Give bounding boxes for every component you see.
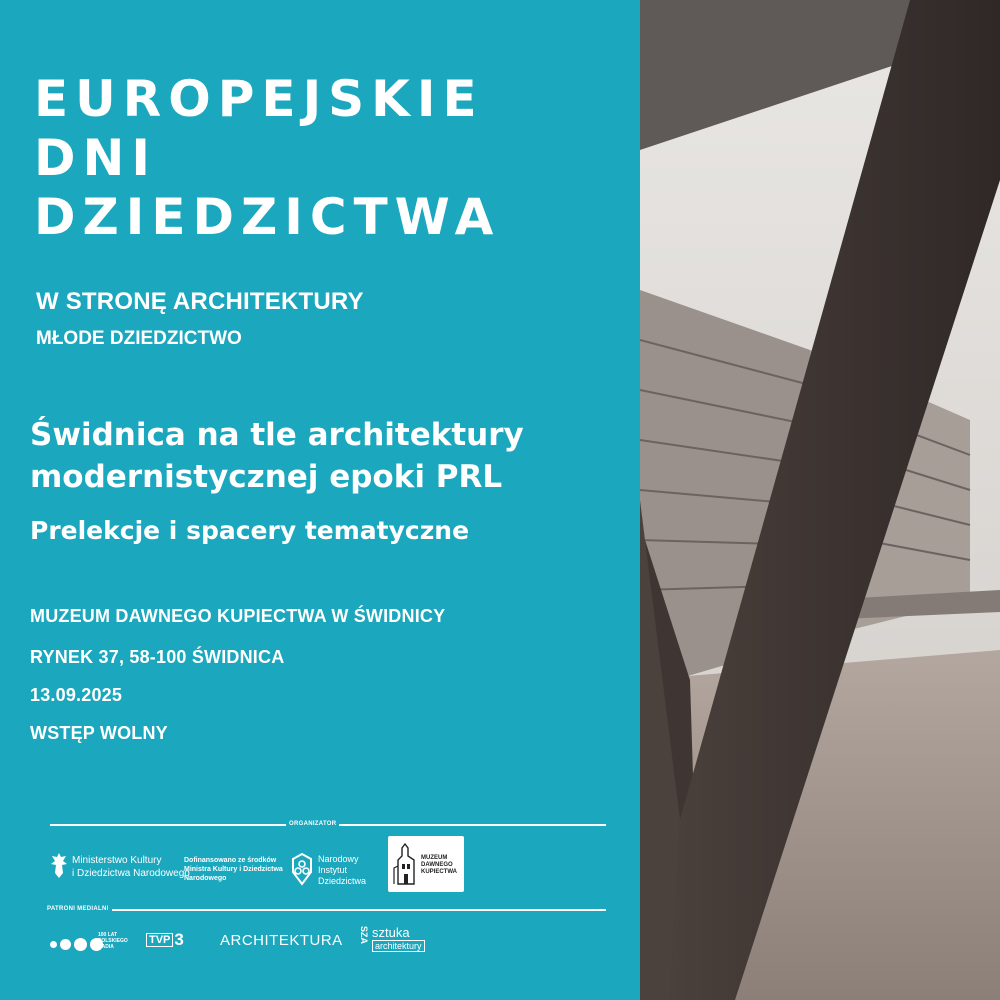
tvp3-logo xyxy=(146,930,184,950)
tvp-number: 3 xyxy=(174,930,184,950)
radio-logo-line: 100 LAT xyxy=(98,932,118,938)
radio-logo-line: RADIA xyxy=(98,944,114,950)
radio-dot-icon xyxy=(74,938,87,951)
entry-text: WSTĘP WOLNY xyxy=(30,723,168,743)
radio-dot-icon xyxy=(60,939,71,950)
event-subtitle: Prelekcje i spacery tematyczne xyxy=(30,516,470,545)
nid-name-line: Narodowy xyxy=(318,854,359,864)
festival-title-line: EUROPEJSKIE xyxy=(34,70,484,128)
funding-line: Narodowego xyxy=(184,875,227,882)
museum-townhall-icon xyxy=(392,842,422,886)
sztuka-word: sztuka xyxy=(372,925,410,940)
nid-name-line: Dziedzictwa xyxy=(318,876,367,886)
address-text: RYNEK 37, 58-100 ŚWIDNICA xyxy=(30,647,285,667)
museum-logo-line: DAWNEGO xyxy=(421,862,453,868)
event-title-line: modernistycznej epoki PRL xyxy=(30,459,503,495)
patrons-divider xyxy=(50,909,606,911)
funding-note xyxy=(184,856,283,883)
architektura-logo: ARCHITEKTURA xyxy=(220,932,343,949)
radio-logo-text xyxy=(98,932,128,950)
patrons-label: PATRONI MEDIALNI xyxy=(44,906,112,912)
nid-logo-icon xyxy=(290,852,314,886)
event-title xyxy=(30,414,630,498)
date-text: 13.09.2025 xyxy=(30,685,123,705)
organizer-label: ORGANIZATOR xyxy=(286,821,339,827)
radio-dot-icon xyxy=(50,941,57,948)
theme-heading: W STRONĘ ARCHITEKTURY xyxy=(36,288,364,315)
ministry-name-line: Ministerstwo Kultury xyxy=(72,855,162,866)
festival-title-line: DZIEDZICTWA xyxy=(34,188,501,246)
museum-logo-line: KUPIECTWA xyxy=(421,869,457,875)
architektury-tag: architektury xyxy=(372,940,425,952)
festival-title-line: DNI xyxy=(34,129,157,187)
ministry-name-line: i Dziedzictwa Narodowego xyxy=(72,868,190,879)
event-title-line: Świdnica na tle architektury xyxy=(30,417,524,453)
ministry-logo xyxy=(72,854,190,880)
sza-mark: SZA xyxy=(359,926,369,944)
tvp-box: TVP xyxy=(146,933,173,947)
museum-logo-line: MUZEUM xyxy=(421,855,448,861)
museum-logo-text xyxy=(421,855,457,876)
venue-text: MUZEUM DAWNEGO KUPIECTWA W ŚWIDNICY xyxy=(30,606,446,626)
funding-line: Dofinansowano ze środków xyxy=(184,857,277,864)
nid-name-line: Instytut xyxy=(318,865,348,875)
radio-logo-line: POLSKIEGO xyxy=(98,938,128,944)
festival-title xyxy=(34,70,500,247)
museum-logo xyxy=(388,836,464,892)
nid-logo xyxy=(318,854,366,887)
funding-line: Ministra Kultury i Dziedzictwa xyxy=(184,866,283,873)
building-photo xyxy=(640,0,1000,1000)
subtheme-heading: MŁODE DZIEDZICTWO xyxy=(36,328,242,349)
ministry-eagle-icon xyxy=(50,851,68,881)
